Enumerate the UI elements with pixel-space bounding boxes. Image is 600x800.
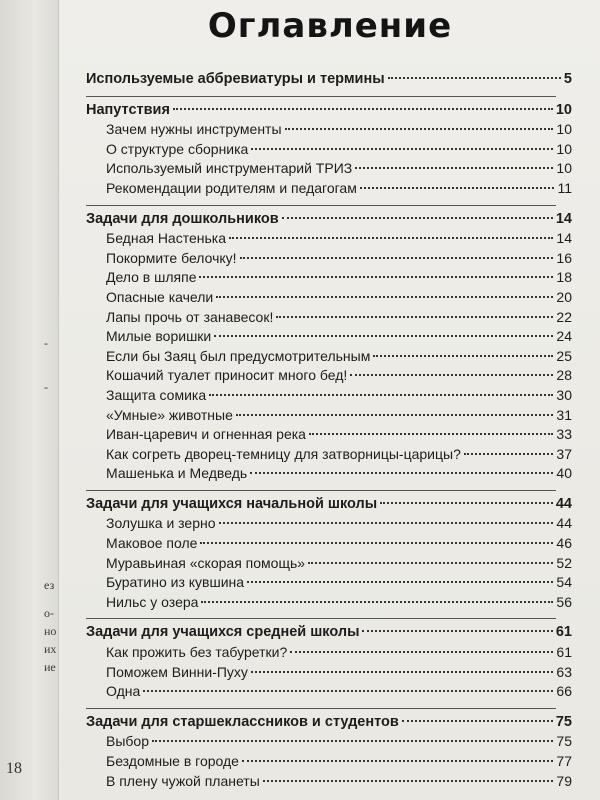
toc-entry-page-number: 10 xyxy=(556,160,572,177)
toc-section-heading[interactable] xyxy=(86,101,572,121)
dot-leader xyxy=(216,296,553,298)
toc-entry-page-number: 46 xyxy=(556,535,572,552)
table-of-contents xyxy=(86,70,572,797)
toc-entry-label: В плену чужой планеты xyxy=(106,772,260,789)
toc-entry-label: Милые воришки xyxy=(106,328,212,345)
left-page-text-fragment: ез xyxy=(44,578,55,592)
toc-entry[interactable] xyxy=(86,249,572,269)
section-divider xyxy=(86,96,556,97)
toc-entry-label: Дело в шляпе xyxy=(106,269,197,286)
toc-entry-page-number: 66 xyxy=(556,683,572,700)
dot-leader xyxy=(276,316,553,318)
toc-section-heading-page-number: 75 xyxy=(555,713,572,730)
toc-section-heading[interactable] xyxy=(86,210,572,230)
toc-section xyxy=(86,210,572,484)
toc-entry-page-number: 10 xyxy=(556,140,572,157)
toc-entry-label: Рекомендации родителям и педагогам xyxy=(106,179,357,196)
dot-leader xyxy=(362,630,552,632)
dot-leader xyxy=(308,562,553,564)
section-divider xyxy=(86,490,556,491)
toc-section-heading[interactable] xyxy=(86,623,572,643)
dot-leader xyxy=(380,502,553,504)
dot-leader xyxy=(464,453,554,455)
toc-entry[interactable] xyxy=(86,159,572,179)
toc-section-heading-page-number: 10 xyxy=(555,101,572,118)
toc-entry-label: Как согреть дворец-темницу для затворницы-царицы? xyxy=(106,445,461,462)
toc-section-heading-page-number: 5 xyxy=(563,71,572,87)
toc-entry[interactable] xyxy=(86,347,572,367)
toc-entry-label: Поможем Винни-Пуху xyxy=(106,663,248,680)
toc-entry-label: Одна xyxy=(106,683,141,700)
toc-entry[interactable] xyxy=(86,554,572,574)
toc-section-heading[interactable] xyxy=(86,713,572,733)
dot-leader xyxy=(309,433,553,435)
toc-entry-label: Бедная Настенька xyxy=(106,230,227,247)
toc-entry-label: «Умные» животные xyxy=(106,406,233,423)
dot-leader xyxy=(214,335,553,337)
toc-entry[interactable] xyxy=(86,534,572,554)
toc-entry-label: Покормите белочку! xyxy=(106,249,237,266)
toc-entry[interactable] xyxy=(86,682,572,702)
toc-page xyxy=(60,0,600,800)
toc-entry[interactable] xyxy=(86,643,572,663)
dot-leader xyxy=(360,187,555,189)
toc-entry[interactable] xyxy=(86,593,572,613)
toc-section-heading-label: Задачи для учащихся средней школы xyxy=(86,624,360,641)
dot-leader xyxy=(229,237,553,239)
toc-entry-page-number: 56 xyxy=(556,593,572,610)
toc-entry-label: Кошачий туалет приносит много бед! xyxy=(106,367,348,384)
toc-entry-label: Маковое поле xyxy=(106,535,198,552)
toc-entry-page-number: 30 xyxy=(556,386,572,403)
dot-leader xyxy=(200,542,553,544)
toc-entry-page-number: 28 xyxy=(556,367,572,384)
toc-entry-label: Лапы прочь от занавесок! xyxy=(106,308,274,325)
toc-entry-page-number: 22 xyxy=(556,308,572,325)
toc-entry-page-number: 18 xyxy=(556,269,572,286)
toc-section-heading[interactable] xyxy=(86,495,572,515)
dot-leader xyxy=(209,394,553,396)
toc-entry[interactable] xyxy=(86,573,572,593)
toc-entry[interactable] xyxy=(86,386,572,406)
toc-section-heading-label: Задачи для дошкольников xyxy=(86,210,279,227)
dot-leader xyxy=(290,651,553,653)
toc-entry[interactable] xyxy=(86,140,572,160)
dot-leader xyxy=(402,720,553,722)
toc-section-heading-label: Задачи для учащихся начальной школы xyxy=(86,495,378,512)
toc-entry-label: Бездомные в городе xyxy=(106,753,239,769)
toc-entry-page-number: 11 xyxy=(557,179,572,196)
dot-leader xyxy=(355,167,553,169)
toc-entry[interactable] xyxy=(86,732,572,752)
dot-leader xyxy=(236,414,554,416)
toc-section-heading-label: Напутствия xyxy=(86,101,170,118)
toc-entry-label: Машенька и Медведь xyxy=(106,465,248,482)
dot-leader xyxy=(173,108,553,110)
toc-entry-page-number: 79 xyxy=(556,772,572,789)
toc-entry[interactable] xyxy=(86,308,572,328)
toc-entry-label: Нильс у озера xyxy=(106,593,199,610)
left-page-number: 18 xyxy=(6,760,22,777)
toc-entry-label: Защита сомика xyxy=(106,386,207,403)
toc-entry-page-number: 37 xyxy=(556,445,572,462)
left-page-text-fragment: - xyxy=(44,380,48,394)
toc-entry-label: Опасные качели xyxy=(106,288,214,305)
toc-entry[interactable] xyxy=(86,663,572,683)
toc-entry[interactable] xyxy=(86,752,572,772)
toc-entry[interactable] xyxy=(86,268,572,288)
left-page-edge xyxy=(0,0,59,800)
section-divider xyxy=(86,708,556,709)
toc-entry[interactable] xyxy=(86,120,572,140)
toc-section-heading-label: Используемые аббревиатуры и термины xyxy=(86,71,385,87)
toc-entry[interactable] xyxy=(86,406,572,426)
toc-entry-page-number: 52 xyxy=(556,554,572,571)
toc-entry-page-number: 44 xyxy=(556,515,572,532)
toc-entry[interactable] xyxy=(86,327,572,347)
toc-entry-page-number: 14 xyxy=(556,230,572,247)
toc-entry-page-number: 63 xyxy=(556,663,572,680)
dot-leader xyxy=(285,128,554,130)
dot-leader xyxy=(250,472,553,474)
dot-leader xyxy=(282,217,553,219)
toc-section xyxy=(86,495,572,613)
toc-entry-label: Как прожить без табуретки? xyxy=(106,644,288,661)
dot-leader xyxy=(152,740,553,742)
toc-entry-page-number: 33 xyxy=(556,426,572,443)
toc-section xyxy=(86,713,572,791)
toc-entry[interactable] xyxy=(86,229,572,249)
toc-entry-label: Если бы Заяц был предусмотрительным xyxy=(106,347,371,364)
toc-entry-page-number: 40 xyxy=(556,465,572,482)
toc-entry-page-number: 77 xyxy=(556,753,572,769)
toc-entry[interactable] xyxy=(86,445,572,465)
toc-entry[interactable] xyxy=(86,464,572,484)
toc-entry-page-number: 75 xyxy=(556,733,572,750)
dot-leader xyxy=(242,760,553,762)
toc-entry-page-number: 54 xyxy=(556,574,572,591)
dot-leader xyxy=(251,148,553,150)
toc-entry[interactable] xyxy=(86,772,572,792)
left-page-text-fragment: ие xyxy=(44,660,56,674)
dot-leader xyxy=(219,522,554,524)
toc-section-heading-page-number: 44 xyxy=(555,495,572,512)
toc-section xyxy=(86,101,572,199)
toc-entry-page-number: 20 xyxy=(556,288,572,305)
toc-entry-page-number: 31 xyxy=(556,406,572,423)
page-title: Оглавление xyxy=(207,6,453,46)
toc-entry-page-number: 25 xyxy=(556,347,572,364)
toc-entry-page-number: 10 xyxy=(556,121,572,138)
dot-leader xyxy=(201,601,553,603)
toc-entry-label: Буратино из кувшина xyxy=(106,574,245,591)
toc-entry-label: Используемый инструментарий ТРИЗ xyxy=(106,160,353,177)
section-divider xyxy=(86,618,556,619)
toc-entry-page-number: 61 xyxy=(556,644,572,661)
left-page-text-fragment: о- xyxy=(44,606,54,620)
dot-leader xyxy=(388,77,561,79)
toc-section xyxy=(86,623,572,701)
toc-entry[interactable] xyxy=(86,366,572,386)
toc-entry-label: Золушка и зерно xyxy=(106,515,216,532)
dot-leader xyxy=(263,780,554,782)
toc-entry[interactable] xyxy=(86,288,572,308)
toc-entry-label: О структуре сборника xyxy=(106,140,249,157)
left-page-text-fragment: но xyxy=(44,624,57,638)
dot-leader xyxy=(373,355,553,357)
toc-entry-page-number: 24 xyxy=(556,328,572,345)
toc-entry-label: Иван-царевич и огненная река xyxy=(106,426,306,443)
left-page-text-fragment: - xyxy=(44,336,48,350)
dot-leader xyxy=(199,276,553,278)
dot-leader xyxy=(350,374,553,376)
section-divider xyxy=(86,205,556,206)
toc-entry-label: Муравьиная «скорая помощь» xyxy=(106,554,306,571)
dot-leader xyxy=(247,581,553,583)
dot-leader xyxy=(143,690,553,692)
left-page-text-fragment: их xyxy=(44,642,57,656)
toc-section-heading-label: Задачи для старшеклассников и студентов xyxy=(86,713,399,730)
dot-leader xyxy=(251,671,553,673)
dot-leader xyxy=(240,257,554,259)
toc-entry-label: Зачем нужны инструменты xyxy=(106,121,282,138)
toc-section-heading[interactable] xyxy=(86,70,572,90)
toc-section-heading-page-number: 61 xyxy=(555,624,572,641)
toc-entry[interactable] xyxy=(86,425,572,445)
toc-section xyxy=(86,70,572,90)
toc-entry[interactable] xyxy=(86,514,572,534)
toc-section-heading-page-number: 14 xyxy=(555,210,572,227)
toc-entry-page-number: 16 xyxy=(556,249,572,266)
toc-entry[interactable] xyxy=(86,179,572,199)
toc-entry-label: Выбор xyxy=(106,733,149,750)
